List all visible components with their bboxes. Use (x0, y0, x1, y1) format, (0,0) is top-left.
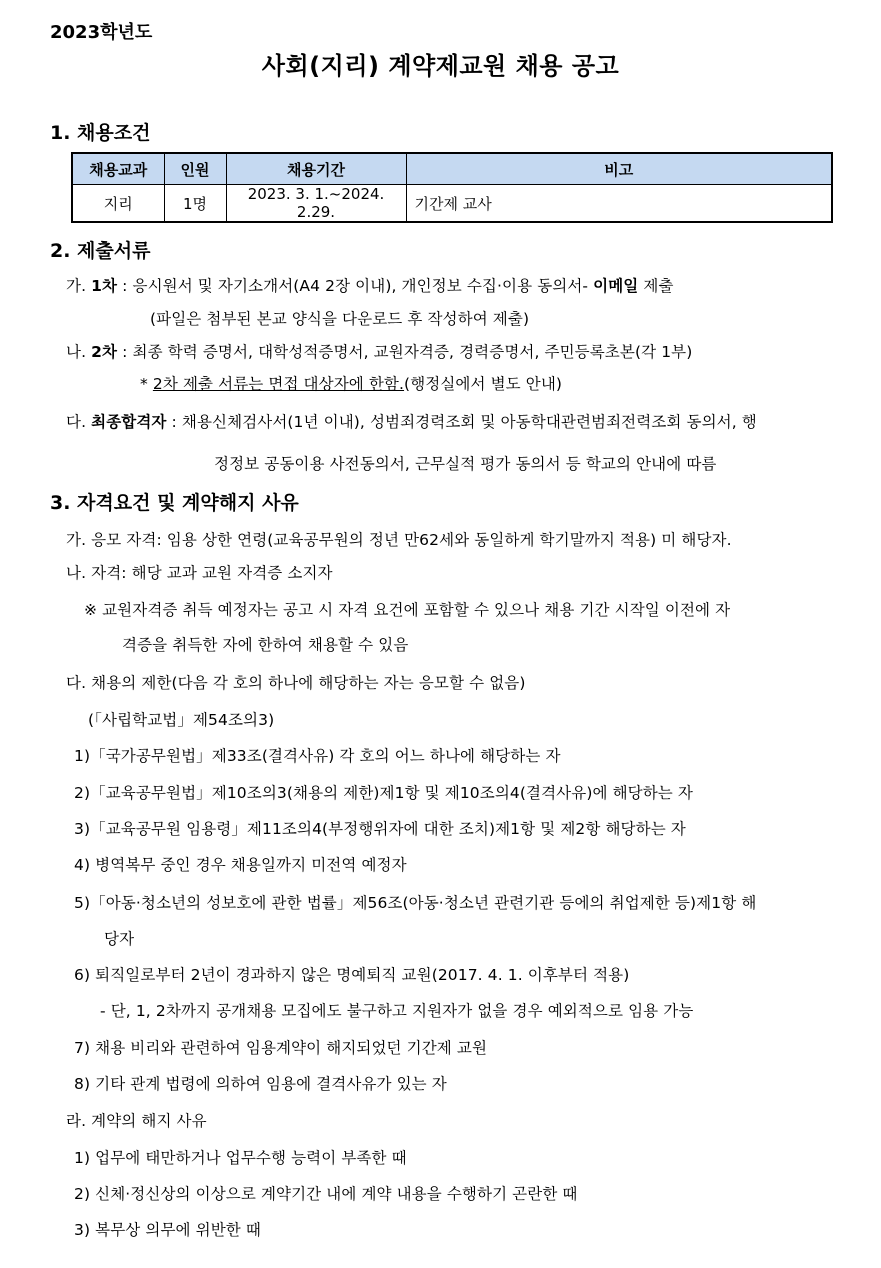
list-item: 라. 계약의 해지 사유 (66, 1112, 207, 1130)
doc-second-round-line: 나. 2차 : 최종 학력 증명서, 대학성적증명서, 교원자격증, 경력증명서, 주민등록초본(각 1부) (66, 343, 693, 361)
doc-second-round-note: * 2차 제출 서류는 면접 대상자에 한함.(행정실에서 별도 안내) (140, 375, 563, 393)
list-item: 8) 기타 관계 법령에 의하여 임용에 결격사유가 있는 자 (74, 1075, 447, 1093)
academic-year: 2023학년도 (50, 22, 153, 43)
col-header-count: 인원 (164, 153, 226, 185)
list-item: 2)「교육공무원법」제10조의3(채용의 제한)제1항 및 제10조의4(결격사유)에 해당하는 자 (74, 784, 693, 802)
cell-subject: 지리 (72, 185, 164, 223)
list-item: 당자 (104, 930, 135, 948)
list-item: 7) 채용 비리와 관련하여 임용계약이 해지되었던 기간제 교원 (74, 1039, 488, 1057)
list-item: 다. 채용의 제한(다음 각 호의 하나에 해당하는 자는 응모할 수 없음) (66, 674, 526, 692)
second-round-label: 2차 (91, 343, 118, 361)
cell-note: 기간제 교사 (406, 185, 832, 223)
cell-period: 2023. 3. 1.~2024. 2.29. (226, 185, 406, 223)
email-label: 이메일 (593, 277, 639, 295)
cell-count: 1명 (164, 185, 226, 223)
list-item: 2) 신체·정신상의 이상으로 계약기간 내에 계약 내용을 수행하기 곤란한 때 (74, 1185, 578, 1203)
doc-first-round-note: (파일은 첨부된 본교 양식을 다운로드 후 작성하여 제출) (150, 310, 530, 328)
list-item: 5)「아동·청소년의 성보호에 관한 법률」제56조(아동·청소년 관련기관 등에의 취업제한 등)제1항 해 (74, 894, 757, 912)
list-item: 나. 자격: 해당 교과 교원 자격증 소지자 (66, 564, 333, 582)
doc-final-line: 다. 최종합격자 : 채용신체검사서(1년 이내), 성범죄경력조회 및 아동학대관련범죄전력조회 동의서, 행 (66, 413, 757, 431)
list-item: 격증을 취득한 자에 한하여 채용할 수 있음 (122, 636, 409, 654)
section2-heading: 2. 제출서류 (50, 240, 151, 262)
col-header-note: 비고 (406, 153, 832, 185)
list-item: 3)「교육공무원 임용령」제11조의4(부정행위자에 대한 조치)제1항 및 제2항 해당하는 자 (74, 820, 686, 838)
col-header-period: 채용기간 (226, 153, 406, 185)
list-item: 1) 업무에 태만하거나 업무수행 능력이 부족한 때 (74, 1149, 407, 1167)
hiring-conditions-table (71, 152, 833, 223)
list-item: 4) 병역복무 중인 경우 채용일까지 미전역 예정자 (74, 856, 407, 874)
table-header-row (72, 153, 832, 185)
page-title: 사회(지리) 계약제교원 채용 공고 (261, 52, 620, 80)
table-row (72, 185, 832, 223)
doc-first-round-line: 가. 1차 : 응시원서 및 자기소개서(A4 2장 이내), 개인정보 수집·이용 동의서- 이메일 제출 (66, 277, 674, 295)
list-item: (「사립학교법」제54조의3) (88, 711, 275, 729)
final-label: 최종합격자 (91, 413, 167, 431)
list-item: ※ 교원자격증 취득 예정자는 공고 시 자격 요건에 포함할 수 있으나 채용 기간 시작일 이전에 자 (84, 601, 731, 619)
first-round-label: 1차 (91, 277, 118, 295)
section3-heading: 3. 자격요건 및 계약해지 사유 (50, 492, 299, 514)
list-item: - 단, 1, 2차까지 공개채용 모집에도 불구하고 지원자가 없을 경우 예외적으로 임용 가능 (100, 1002, 694, 1020)
list-item: 6) 퇴직일로부터 2년이 경과하지 않은 명예퇴직 교원(2017. 4. 1. 이후부터 적용) (74, 966, 630, 984)
list-item: 3) 복무상 의무에 위반한 때 (74, 1221, 261, 1239)
col-header-subject: 채용교과 (72, 153, 164, 185)
section1-heading: 1. 채용조건 (50, 122, 151, 144)
doc-final-line-2: 정정보 공동이용 사전동의서, 근무실적 평가 동의서 등 학교의 안내에 따름 (214, 455, 717, 473)
list-item: 가. 응모 자격: 임용 상한 연령(교육공무원의 정년 만62세와 동일하게 학기말까지 적용) 미 해당자. (66, 531, 732, 549)
list-item: 1)「국가공무원법」제33조(결격사유) 각 호의 어느 하나에 해당하는 자 (74, 747, 561, 765)
